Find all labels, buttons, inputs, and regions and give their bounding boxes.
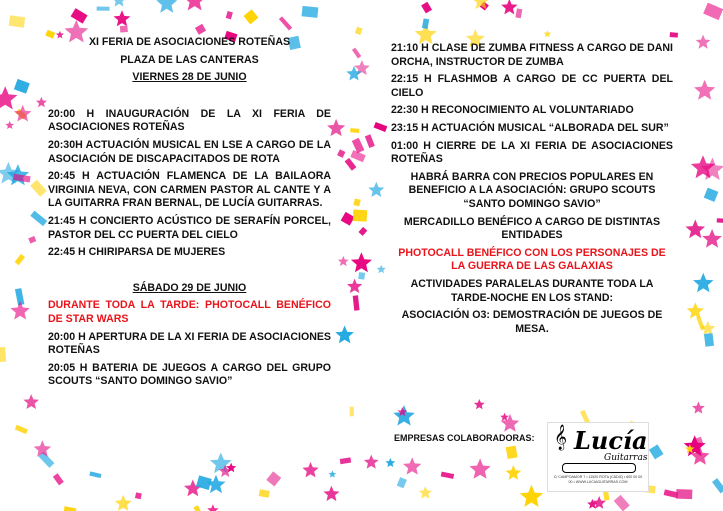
confetti-piece — [266, 471, 281, 486]
confetti-star — [5, 121, 14, 129]
confetti-star — [183, 0, 206, 10]
confetti-star — [702, 229, 722, 248]
confetti-piece — [279, 16, 292, 30]
confetti-star — [687, 302, 704, 318]
confetti-star — [501, 0, 517, 14]
confetti-star — [347, 279, 362, 293]
confetti-piece — [506, 446, 518, 459]
confetti-piece — [717, 218, 723, 223]
confetti-star — [351, 252, 372, 272]
confetti-piece — [704, 188, 719, 202]
logo-name: Lucía — [574, 426, 648, 455]
confetti-piece — [120, 26, 128, 33]
confetti-piece — [14, 79, 30, 94]
confetti-piece — [97, 7, 110, 11]
confetti-star — [0, 86, 17, 109]
day2-highlight: DURANTE TODA LA TARDE: PHOTOCALL BENÉFICO DE STAR WARS — [48, 299, 331, 325]
confetti-piece — [355, 27, 363, 35]
confetti-star — [692, 401, 705, 413]
confetti-piece — [63, 506, 76, 511]
confetti-piece — [89, 471, 101, 478]
confetti-piece — [345, 158, 357, 171]
confetti-piece — [53, 473, 64, 485]
confetti-piece — [712, 478, 723, 493]
right-column — [391, 42, 673, 340]
confetti-piece — [353, 198, 360, 206]
day1-heading: VIERNES 28 DE JUNIO — [132, 71, 247, 84]
confetti-piece — [302, 6, 319, 18]
confetti-star — [506, 465, 522, 480]
schedule-item: 22:15 H FLASHMOB A CARGO DE CC PUERTA DEL CIELO — [391, 73, 673, 99]
schedule-item: 21:45 H CONCIERTO ACÚSTICO DE SERAFÍN PORCEL, PASTOR DEL CC PUERTA DEL CIELO — [48, 214, 331, 241]
activities-notice: ACTIVIDADES PARALELAS DURANTE TODA LA TARDE-NOCHE EN LOS STAND: — [410, 277, 654, 304]
confetti-star — [156, 0, 177, 13]
confetti-star — [112, 0, 127, 7]
confetti-star — [474, 399, 485, 409]
schedule-item: 20:00 H INAUGURACIÓN DE LA XI FERIA DE ASOCIACIONES ROTEÑAS — [48, 107, 331, 134]
confetti-star — [520, 485, 543, 507]
lucia-guitarras-logo — [547, 422, 649, 492]
confetti-piece — [259, 489, 270, 497]
sponsors-label: EMPRESAS COLABORADORAS: — [394, 433, 535, 443]
confetti-star — [329, 470, 337, 477]
confetti-piece — [352, 48, 361, 59]
confetti-star — [701, 321, 716, 335]
confetti-star — [694, 80, 715, 100]
schedule-item: 20:05 H BATERIA DE JUEGOS A CARGO DEL GRUPO SCOUTS “SANTO DOMINGO SAVIO” — [48, 361, 331, 388]
confetti-star — [419, 486, 432, 499]
confetti-star — [686, 220, 706, 239]
confetti-star — [403, 457, 421, 474]
schedule-item: 23:15 H ACTUACIÓN MUSICAL “ALBORADA DEL SUR” — [391, 121, 669, 134]
logo-subtitle: Guitarras — [604, 453, 648, 463]
confetti-star — [377, 265, 386, 274]
day2-heading: SÁBADO 29 DE JUNIO — [132, 281, 247, 294]
confetti-piece — [421, 2, 432, 14]
confetti-star — [10, 301, 30, 320]
confetti-piece — [135, 492, 142, 499]
confetti-piece — [422, 18, 429, 29]
confetti-piece — [374, 122, 388, 132]
market-notice: MERCADILLO BENÉFICO A CARGO DE DISTINTAS ENTIDADES — [403, 215, 661, 242]
confetti-piece — [340, 457, 352, 464]
schedule-item: 22:45 H CHIRIPARSA DE MUJERES — [48, 246, 226, 259]
confetti-piece — [15, 425, 28, 434]
confetti-star — [696, 35, 711, 49]
confetti-star — [364, 455, 379, 469]
confetti-piece — [703, 3, 723, 20]
confetti-piece — [676, 489, 692, 499]
confetti-piece — [193, 505, 205, 511]
confetti-piece — [353, 210, 367, 222]
confetti-star — [368, 182, 384, 197]
confetti-star — [335, 326, 354, 344]
confetti-piece — [649, 444, 664, 459]
confetti-piece — [71, 8, 88, 23]
schedule-item: 21:10 H CLASE DE ZUMBA FITNESS A CARGO DE DANI ORCHA, INSTRUCTOR DE ZUMBA — [391, 42, 673, 68]
confetti-star — [693, 273, 713, 293]
confetti-star — [207, 504, 218, 511]
confetti-star — [323, 486, 339, 501]
association-notice: ASOCIACIÓN O3: DEMOSTRACIÓN DE JUEGOS DE MESA. — [401, 309, 663, 335]
confetti-star — [23, 394, 39, 409]
confetti-piece — [243, 9, 258, 24]
schedule-item: 20:00 H APERTURA DE LA XI FERIA DE ASOCIACIONES ROTEÑAS — [48, 330, 331, 357]
confetti-piece — [226, 11, 233, 19]
photocall-notice: PHOTOCALL BENÉFICO CON LOS PERSONAJES DE LA GUERRA DE LAS GALAXIAS — [398, 246, 666, 273]
left-column — [48, 36, 331, 393]
confetti-star — [469, 458, 490, 478]
confetti-piece — [337, 149, 345, 158]
confetti-piece — [350, 407, 354, 417]
confetti-star — [544, 30, 552, 37]
confetti-piece — [358, 227, 367, 236]
confetti-piece — [670, 32, 678, 37]
event-place: PLAZA DE LAS CANTERAS — [120, 53, 259, 66]
schedule-item: 20:30H ACTUACIÓN MUSICAL EN LSE A CARGO DE LA ASOCIACIÓN DE DISCAPACITADOS DE ROTA — [48, 138, 331, 165]
confetti-piece — [614, 495, 630, 511]
event-title: XI FERIA DE ASOCIACIONES ROTEÑAS — [88, 36, 291, 48]
confetti-piece — [15, 254, 25, 265]
bar-notice: HABRÁ BARRA CON PRECIOS POPULARES EN BENEFICIO A LA ASOCIACIÓN: GRUPO SCOUTS “SANTO DOMINGO SAVIO” — [408, 170, 656, 210]
confetti-star — [386, 458, 396, 467]
treble-clef-icon: 𝄞 — [554, 425, 568, 450]
confetti-piece — [353, 295, 360, 310]
confetti-piece — [30, 211, 47, 226]
confetti-star — [302, 462, 318, 478]
schedule-item: 20:45 H ACTUACIÓN FLAMENCA DE LA BAILAORA VIRGINIA NEVA, CON CARMEN PASTOR AL CANTE Y A LA GUITARRA FRAN BERNAL, DE LUCÍA GUITARRAS. — [48, 170, 331, 210]
confetti-piece — [441, 472, 454, 479]
confetti-piece — [515, 8, 522, 18]
confetti-piece — [397, 477, 407, 488]
confetti-piece — [704, 333, 714, 347]
logo-small-print: C/ CAMPOAMOR 7 • 11520 ROTA (CÁDIZ) • 600 00 00 00 • WWW.LUCIAGUITARRAS.COM — [553, 475, 643, 484]
guitar-icon — [562, 463, 636, 473]
confetti-piece — [195, 24, 206, 35]
confetti-piece — [365, 134, 375, 148]
confetti-star — [36, 97, 47, 107]
confetti-piece — [341, 212, 355, 226]
confetti-piece — [28, 236, 36, 244]
confetti-star — [115, 495, 132, 511]
confetti-piece — [0, 347, 6, 362]
schedule-item: 22:30 H RECONOCIMIENTO AL VOLUNTARIADO — [391, 104, 634, 117]
confetti-star — [338, 256, 349, 266]
confetti-piece — [30, 180, 47, 197]
confetti-star — [114, 10, 131, 26]
confetti-piece — [350, 128, 359, 133]
confetti-piece — [9, 15, 26, 27]
schedule-item: 01:00 H CIERRE DE LA XI FERIA DE ASOCIACIONES ROTEÑAS — [391, 139, 673, 166]
confetti-piece — [358, 272, 365, 280]
